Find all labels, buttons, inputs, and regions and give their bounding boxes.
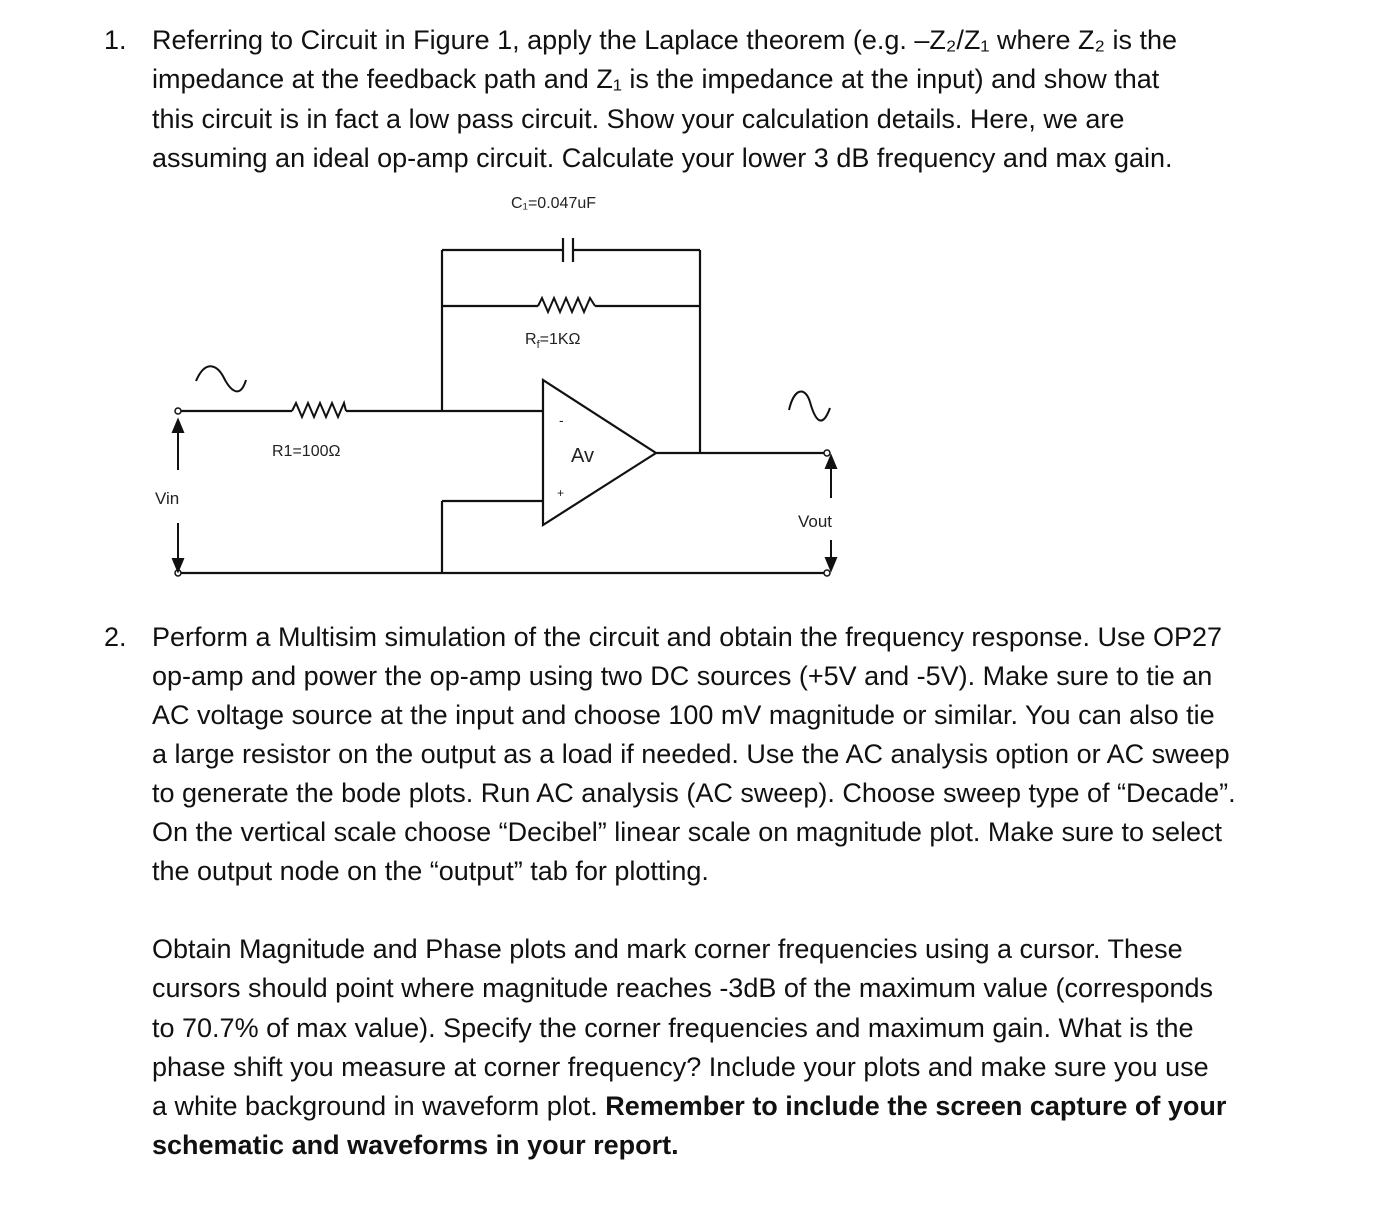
- op-amp: [543, 380, 656, 525]
- paragraph-2-line-5: [152, 1087, 1226, 1126]
- paragraph-2-line-4: phase shift you measure at corner frequency? Include your plots and make sure you use: [152, 1052, 1209, 1082]
- vout-top-terminal: [824, 450, 830, 456]
- c1-label: C₁=0.047uF: [511, 195, 597, 212]
- question-1-line-3: this circuit is in fact a low pass circuit. Show your calculation details. Here, we are: [152, 104, 1125, 134]
- question-2-line-2: op-amp and power the op-amp using two DC sources (+5V and -5V). Make sure to tie an: [152, 661, 1213, 691]
- question-2-line-5: to generate the bode plots. Run AC analysis (AC sweep). Choose sweep type of “Decade”.: [152, 778, 1236, 808]
- vin-top-terminal: [175, 408, 181, 414]
- vout-label: Vout: [798, 512, 833, 531]
- paragraph-2-bold-tail: Remember to include the screen capture of your: [605, 1091, 1227, 1121]
- rf-label-hidden: Rⁱ=1KΩ: [0, 0, 4, 1]
- paragraph-2-bold-last: schematic and waveforms in your report.: [152, 1130, 679, 1160]
- question-2-line-1: Perform a Multisim simulation of the circuit and obtain the frequency response. Use OP27: [152, 622, 1223, 652]
- question-2-line-6: On the vertical scale choose “Decibel” linear scale on magnitude plot. Make sure to select: [152, 817, 1223, 847]
- question-1-line-4: assuming an ideal op-amp circuit. Calculate your lower 3 dB frequency and max gain.: [152, 143, 1173, 173]
- question-1-line-2: impedance at the feedback path and Z₁ is the impedance at the input) and show that: [152, 64, 1160, 94]
- inverting-input-sign: -: [559, 412, 564, 428]
- paragraph-2-line-2: cursors should point where magnitude reaches -3dB of the maximum value (corresponds: [152, 973, 1214, 1003]
- question-2-line-7: the output node on the “output” tab for plotting.: [152, 856, 709, 886]
- rf-label: $R_f=1K\Omega$: [525, 331, 581, 351]
- op-amp-label: Av: [571, 445, 594, 467]
- resistor-r1: [292, 403, 346, 417]
- r1-label: R1=100Ω: [272, 443, 341, 460]
- question-2-number: 2.: [104, 622, 127, 652]
- question-2-line-4: a large resistor on the output as a load if needed. Use the AC analysis option or AC sweep: [152, 739, 1230, 769]
- question-1-number: 1.: [104, 25, 127, 55]
- question-2-line-3: AC voltage source at the input and choose 100 mV magnitude or similar. You can also tie: [152, 700, 1215, 730]
- resistor-rf: [538, 298, 595, 312]
- noninverting-input-sign: +: [557, 486, 565, 500]
- question-1-line-1: Referring to Circuit in Figure 1, apply the Laplace theorem (e.g. –Z₂/Z₁ where Z₂ is the: [152, 25, 1178, 55]
- output-sine-icon: [789, 392, 830, 421]
- paragraph-2-line-1: Obtain Magnitude and Phase plots and mark corner frequencies using a cursor. These: [152, 934, 1183, 964]
- paragraph-2-line-3: to 70.7% of max value). Specify the corner frequencies and maximum gain. What is the: [152, 1013, 1194, 1043]
- vin-label: Vin: [155, 489, 180, 508]
- vout-bottom-terminal: [824, 570, 830, 576]
- paragraph-2-line-5-text: a white background in waveform plot.: [152, 1091, 606, 1121]
- input-sine-icon: [196, 366, 246, 391]
- capacitor-c1: [563, 238, 573, 262]
- circuit-wires: [180, 250, 826, 573]
